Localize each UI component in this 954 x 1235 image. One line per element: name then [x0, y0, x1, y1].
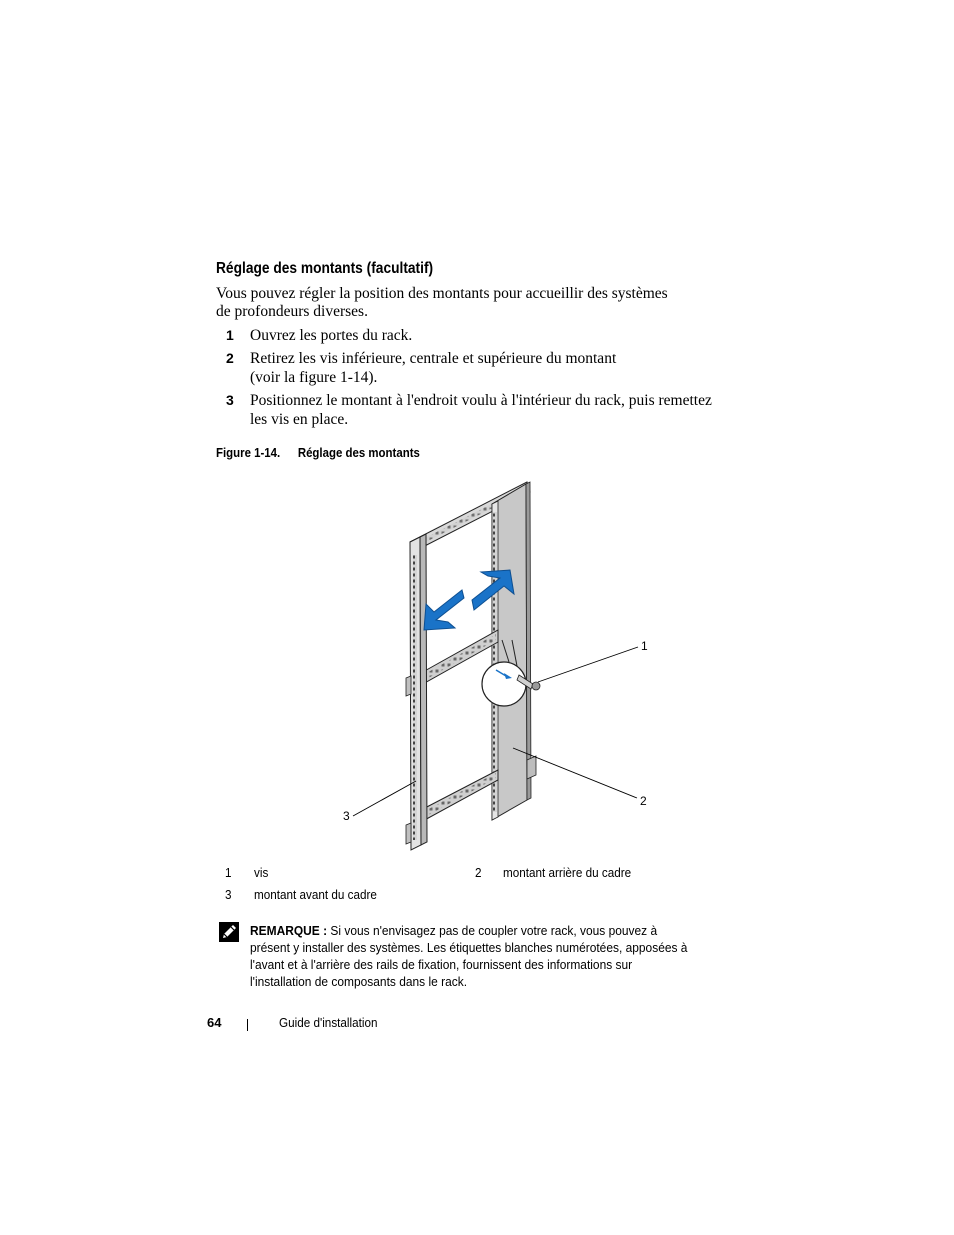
- legend-text-1: vis: [254, 865, 269, 880]
- note-label: REMARQUE :: [250, 923, 328, 938]
- footer-document-title: Guide d'installation: [279, 1015, 378, 1030]
- legend-num-2: 2: [475, 865, 482, 880]
- footer-divider: [247, 1019, 248, 1031]
- intro-line: Vous pouvez régler la position des montants pour accueillir des systèmes: [216, 285, 668, 302]
- note-line: l'avant et à l'arrière des rails de fixation, fournissent des informations sur: [250, 957, 633, 972]
- step-text: Positionnez le montant à l'endroit voulu à l'intérieur du rack, puis remettez: [250, 392, 712, 409]
- section-title: Réglage des montants (facultatif): [216, 260, 434, 277]
- figure-caption: [216, 445, 420, 460]
- rack-post-illustration: [320, 470, 680, 855]
- page-number: 64: [207, 1015, 222, 1030]
- note-block: [250, 922, 720, 990]
- step-text: Retirez les vis inférieure, centrale et supérieure du montant: [250, 350, 617, 367]
- step-number: 2: [226, 350, 234, 366]
- callout-1: 1: [641, 639, 648, 653]
- callout-3: 3: [343, 809, 350, 823]
- intro-paragraph: [216, 285, 716, 321]
- intro-line: de profondeurs diverses.: [216, 303, 368, 320]
- figure-title: Réglage des montants: [297, 445, 420, 460]
- callout-2: 2: [640, 794, 647, 808]
- callout-leader-3: [353, 781, 416, 816]
- step-number: 1: [226, 327, 234, 343]
- legend-num-3: 3: [225, 887, 232, 902]
- legend-text-2: montant arrière du cadre: [503, 865, 632, 880]
- note-line: Si vous n'envisagez pas de coupler votre rack, vous pouvez à: [330, 923, 658, 938]
- step-text: (voir la figure 1-14).: [250, 369, 378, 386]
- pencil-note-icon: [218, 921, 240, 943]
- figure-label: Figure 1-14.: [216, 445, 281, 460]
- legend-text-3: montant avant du cadre: [254, 887, 377, 902]
- step-number: 3: [226, 392, 234, 408]
- note-line: présent y installer des systèmes. Les étiquettes blanches numérotées, apposées à: [250, 940, 688, 955]
- callout-leader-1: [538, 647, 638, 682]
- step-text: Ouvrez les portes du rack.: [250, 327, 413, 344]
- legend-num-1: 1: [225, 865, 232, 880]
- screw-detail-magnifier: [482, 662, 526, 706]
- note-line: l'installation de composants dans le rack.: [250, 974, 468, 989]
- step-text: les vis en place.: [250, 411, 349, 428]
